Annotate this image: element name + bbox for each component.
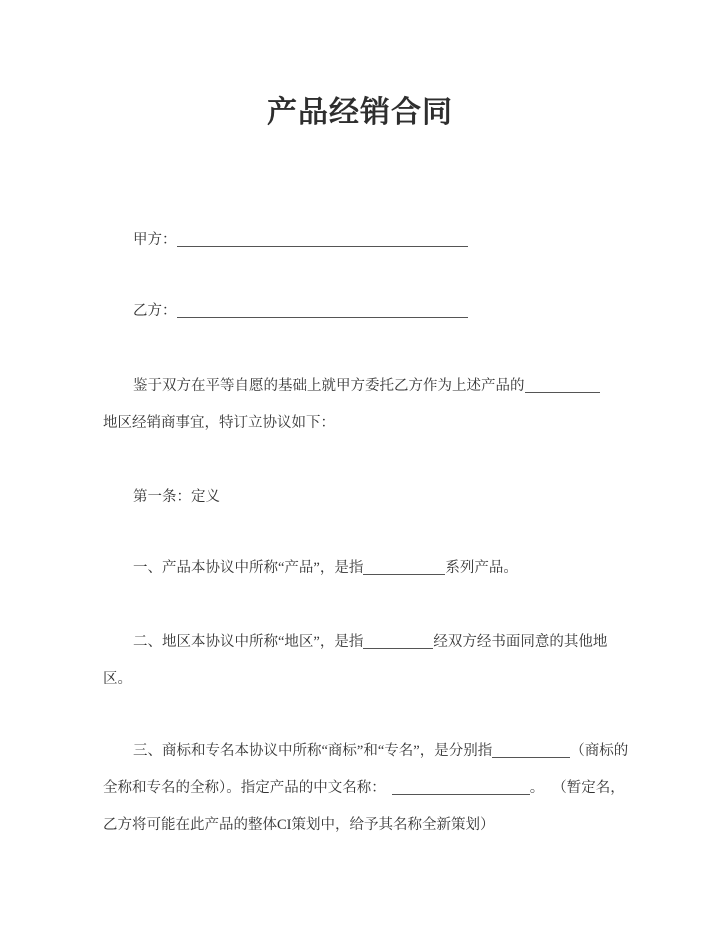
blank-field (392, 782, 530, 795)
blank-field (363, 636, 433, 649)
text-run: 甲方： (133, 232, 177, 248)
party-a-line (133, 222, 468, 259)
text-run: （暂定名， (552, 780, 625, 796)
text-run: 乙方将可能在此产品的整体CI策划中，给予其名称全新策划） (103, 817, 495, 833)
blank-field (363, 562, 445, 575)
text-run: 鉴于双方在平等自愿的基础上就甲方委托乙方作为上述产品的 (133, 378, 525, 394)
text-run: 地区经销商事宜，特订立协议如下： (103, 415, 335, 431)
text-run: 系列产品。 (445, 560, 518, 576)
text-run: 一、产品本协议中所称“产品”，是指 (133, 560, 364, 576)
clause-3-line-1 (133, 733, 628, 770)
article-1-heading (133, 479, 220, 516)
blank-field (177, 234, 468, 247)
text-run: 。 (529, 780, 545, 796)
blank-field (177, 305, 468, 318)
text-run: 三、商标和专名本协议中所称“商标”和“专名”，是分别指 (133, 743, 493, 759)
clause-2-line-1 (133, 624, 607, 661)
clause-3-line-3 (103, 807, 495, 844)
document-title: 产品经销合同 (267, 96, 453, 129)
blank-field (525, 380, 600, 393)
preamble-line-1 (133, 368, 600, 405)
blank-field (492, 745, 570, 758)
text-run: 乙方： (133, 303, 177, 319)
clause-1-line (133, 550, 518, 587)
text-run: 二、地区本协议中所称“地区”，是指 (133, 634, 364, 650)
text-run: 第一条：定义 (133, 489, 220, 505)
clause-2-line-2 (103, 661, 132, 698)
text-run: 经双方经书面同意的其他地 (433, 634, 608, 650)
text-run: （商标的 (570, 743, 629, 759)
party-b-line (133, 293, 468, 330)
preamble-line-2 (103, 405, 335, 442)
text-run: 区。 (103, 671, 132, 687)
clause-3-line-2 (103, 770, 625, 807)
text-run: 全称和专名的全称）。指定产品的中文名称： (103, 780, 386, 796)
